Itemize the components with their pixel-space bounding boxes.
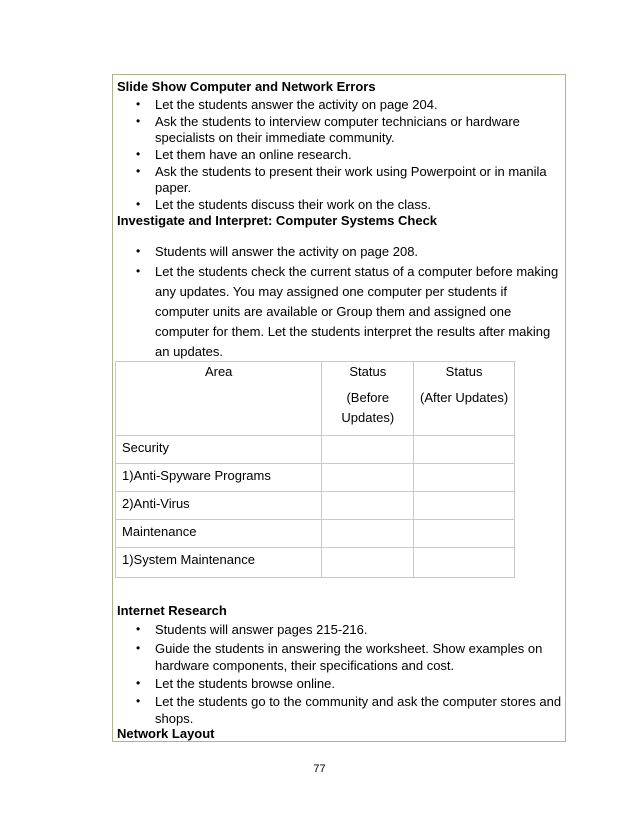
list-item: Let the students discuss their work on the class. (155, 197, 432, 212)
table-row (116, 520, 515, 548)
bullet-icon: • (136, 164, 141, 178)
list-item: Guide the students in answering the worksheet. Show examples on (155, 641, 543, 656)
header-status-before-line3: Updates) (341, 410, 395, 425)
list-item-continuation: an updates. (155, 344, 223, 359)
bullet-icon: • (136, 264, 141, 278)
list-item-continuation: specialists on their immediate community. (155, 130, 395, 145)
table-cell-area: Maintenance (116, 520, 322, 548)
table-cell-after (414, 492, 515, 520)
table-cell-before (322, 436, 414, 464)
bullet-icon: • (136, 114, 141, 128)
table-cell-after (414, 548, 515, 578)
header-status-before (322, 362, 414, 436)
table-cell-before (322, 492, 414, 520)
bullet-icon: • (136, 694, 141, 708)
list-item-continuation: paper. (155, 180, 192, 195)
list-item: Let them have an online research. (155, 147, 352, 162)
bullet-icon: • (136, 97, 141, 111)
table-cell-after (414, 520, 515, 548)
table-cell-before (322, 548, 414, 578)
bullet-icon: • (136, 147, 141, 161)
list-item-continuation: computer for them. Let the students interpret the results after making (155, 324, 551, 339)
systems-check-table (115, 361, 515, 578)
list-item-continuation: shops. (155, 711, 194, 726)
section-title-network-layout: Network Layout (117, 726, 215, 741)
table-row (116, 464, 515, 492)
header-area-label: Area (204, 364, 233, 379)
header-status-after-line2: (After Updates) (420, 390, 509, 405)
bullet-icon: • (136, 197, 141, 211)
header-status-after (414, 362, 515, 436)
bullet-icon: • (136, 244, 141, 258)
section-title-internet-research: Internet Research (117, 603, 227, 618)
table-row (116, 492, 515, 520)
header-status-after-line1: Status (445, 364, 483, 379)
list-item: Let the students browse online. (155, 676, 335, 691)
table-cell-after (414, 436, 515, 464)
list-item: Students will answer the activity on page 208. (155, 244, 419, 259)
bullet-icon: • (136, 641, 141, 655)
table-row (116, 436, 515, 464)
list-item-continuation: hardware components, their specifications and cost. (155, 658, 455, 673)
table-cell-after (414, 464, 515, 492)
list-item-continuation: any updates. You may assigned one computer per students if (155, 284, 507, 299)
table-cell-area: Security (116, 436, 322, 464)
list-item: Let the students check the current status of a computer before making (155, 264, 559, 279)
section-title-investigate: Investigate and Interpret: Computer Systems Check (117, 213, 438, 228)
table-cell-area: 1)System Maintenance (116, 548, 322, 578)
table-row (116, 548, 515, 578)
list-item: Let the students answer the activity on page 204. (155, 97, 438, 112)
list-item: Let the students go to the community and ask the computer stores and (155, 694, 562, 709)
section-title-slide-show: Slide Show Computer and Network Errors (117, 79, 376, 94)
table-cell-before (322, 464, 414, 492)
page-number: 77 (313, 763, 326, 775)
table-cell-before (322, 520, 414, 548)
list-item: Students will answer pages 215-216. (155, 622, 368, 637)
table-cell-area: 1)Anti-Spyware Programs (116, 464, 322, 492)
table-header-row (116, 362, 515, 436)
list-item-continuation: computer units are available or Group them and assigned one (155, 304, 512, 319)
header-area (116, 362, 322, 436)
bullet-icon: • (136, 622, 141, 636)
header-status-before-line1: Status (349, 364, 387, 379)
header-status-before-line2: (Before (346, 390, 390, 405)
list-item: Ask the students to interview computer technicians or hardware (155, 114, 520, 129)
list-item: Ask the students to present their work using Powerpoint or in manila (155, 164, 547, 179)
table-cell-area: 2)Anti-Virus (116, 492, 322, 520)
bullet-icon: • (136, 676, 141, 690)
